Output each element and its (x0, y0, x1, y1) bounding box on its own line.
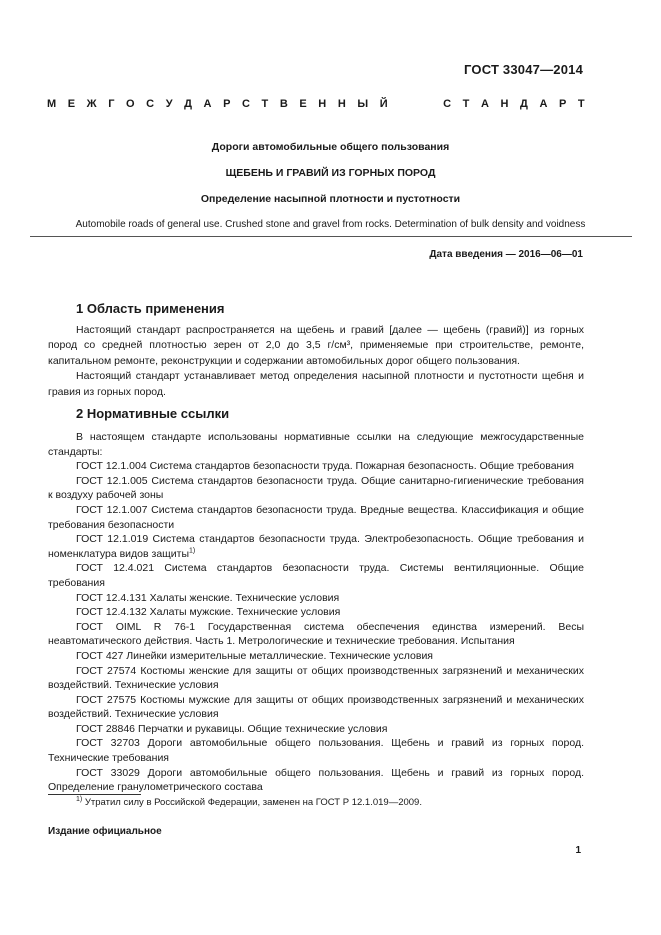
banner-letter (399, 98, 402, 110)
section-1-body (48, 323, 584, 400)
banner-letter: Д (184, 98, 192, 110)
page-number: 1 (575, 845, 581, 856)
section-1-paragraph: Настоящий стандарт распространяется на щебень и гравий [далее — щебень (гравий)] из горных пород со средней плотностью зерен от 2,0 до 3,5 г/см³, применяемые при строительстве, ремонте, капитальном ремонте, реконструкции и содержании автомобильных дорог общего пользования. (48, 324, 584, 367)
reference-item: ГОСТ 12.4.132 Халаты мужские. Технические условия (76, 606, 341, 619)
banner-letter: Ы (357, 98, 369, 110)
reference-item: ГОСТ 12.4.021 Система стандартов безопасности труда. Системы вентиляционные. Общие требования (48, 562, 584, 589)
title-line-1: Дороги автомобильные общего пользования (211, 141, 450, 153)
title-line-3: Определение насыпной плотности и пустотности (200, 193, 461, 205)
section-2-intro: В настоящем стандарте использованы нормативные ссылки на следующие межгосударственные стандарты: (48, 431, 584, 458)
reference-item: ГОСТ 27575 Костюмы мужские для защиты от общих производственных загрязнений и механических воздействий. Технические условия (48, 693, 584, 721)
footnote-text: Утратил силу в Российской Федерации, заменен на ГОСТ Р 12.1.019—2009. (84, 797, 422, 808)
title-line-2: ЩЕБЕНЬ И ГРАВИЙ ИЗ ГОРНЫХ ПОРОД (225, 167, 436, 179)
document-code: ГОСТ 33047—2014 (464, 62, 583, 77)
banner-letter: А (539, 98, 548, 110)
banner-letter: О (126, 98, 135, 110)
banner-letter: Д (520, 98, 528, 110)
reference-item: ГОСТ 27574 Костюмы женские для защиты от общих производственных загрязнений и механических воздействий. Технические условия (48, 664, 584, 692)
section-2-heading: 2 Нормативные ссылки (76, 406, 230, 421)
reference-item: ГОСТ 33029 Дороги автомобильные общего пользования. Щебень и гравий из горных пород. Определение гранулометрического состава (48, 766, 584, 794)
banner-letter: С (242, 98, 250, 110)
reference-item (48, 532, 584, 561)
reference-item: ГОСТ 12.1.007 Система стандартов безопасности труда. Вредные вещества. Классификация и общие требования безопасности (48, 503, 584, 531)
banner-letter: А (203, 98, 212, 110)
banner-letter: Г (108, 98, 115, 110)
reference-item: ГОСТ 12.1.005 Система стандартов безопасности труда. Общие санитарно-гигиенические требования к воздуху рабочей зоны (48, 474, 584, 502)
english-title: Automobile roads of general use. Crushed stone and gravel from rocks. Determination of bulk density and voidness (75, 219, 586, 230)
footnote-marker: 1) (189, 547, 196, 555)
interstate-standard-banner (47, 98, 585, 110)
reference-item: ГОСТ OIML R 76-1 Государственная система обеспечения единства измерений. Весы неавтоматического действия. Часть 1. Метрологические и технические требования. Испытания (48, 620, 584, 648)
banner-letter: У (165, 98, 173, 110)
reference-item: ГОСТ 28846 Перчатки и рукавицы. Общие технические условия (76, 722, 388, 735)
banner-letter: А (480, 98, 489, 110)
reference-item: ГОСТ 32703 Дороги автомобильные общего пользования. Щебень и гравий из горных пород. Технические требования (48, 737, 584, 765)
banner-letter: С (443, 98, 452, 110)
section-1-heading: 1 Область применения (76, 301, 225, 316)
banner-letter: Т (462, 98, 470, 110)
banner-letter: Р (223, 98, 231, 110)
footnote (76, 797, 422, 808)
footnote-divider (48, 794, 141, 795)
reference-item: ГОСТ 12.4.131 Халаты женские. Технические условия (76, 591, 340, 604)
banner-letter: Е (299, 98, 307, 110)
banner-letter: Т (261, 98, 269, 110)
banner-letter: Е (67, 98, 76, 110)
banner-letter: Ж (86, 98, 97, 110)
banner-letter (428, 98, 431, 110)
banner-letter: Р (558, 98, 567, 110)
section-1-paragraph: Настоящий стандарт устанавливает метод определения насыпной плотности и пустотности щебня и гравия из горных пород. (48, 370, 584, 398)
banner-letter: Н (500, 98, 509, 110)
banner-letter (414, 98, 417, 110)
title-divider (30, 236, 632, 237)
banner-letter: Н (318, 98, 327, 110)
banner-letter: М (47, 98, 57, 110)
banner-letter: Н (337, 98, 346, 110)
banner-letter: С (146, 98, 155, 110)
reference-item: ГОСТ 427 Линейки измерительные металлические. Технические условия (76, 649, 433, 662)
reference-item: ГОСТ 12.1.004 Система стандартов безопасности труда. Пожарная безопасность. Общие требования (76, 460, 574, 473)
reference-text: ГОСТ 12.1.019 Система стандартов безопасности труда. Электробезопасность. Общие требования и номенклатура видов защиты (48, 533, 584, 560)
footnote-mark: 1) (76, 795, 83, 803)
section-2-body (48, 430, 584, 795)
banner-letter: Т (577, 98, 585, 110)
edition-label: Издание официальное (48, 826, 162, 837)
effective-date: Дата введения — 2016—06—01 (429, 249, 583, 260)
banner-letter: Й (379, 98, 388, 110)
banner-letter: В (279, 98, 288, 110)
